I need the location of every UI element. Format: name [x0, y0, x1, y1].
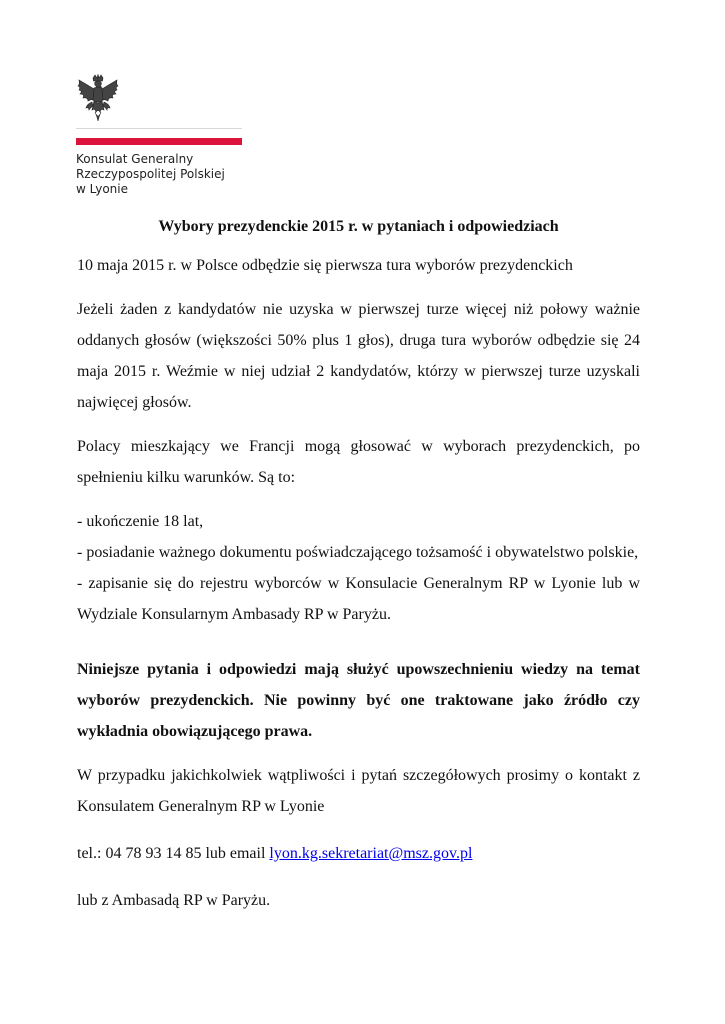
- org-line-2: Rzeczypospolitej Polskiej: [76, 167, 225, 181]
- header-red-bar: [76, 138, 242, 145]
- contact-paragraph: W przypadku jakichkolwiek wątpliwości i pytań szczegółowych prosimy o kontakt z Konsulatem Generalnym RP w Lyonie: [77, 767, 640, 815]
- list-item: - zapisanie się do rejestru wyborców w Konsulacie Generalnym RP w Lyonie lub w Wydziale Konsularnym Ambasady RP w Paryżu.: [77, 575, 640, 623]
- org-line-3: w Lyonie: [76, 182, 128, 196]
- list-item: - posiadanie ważnego dokumentu poświadczającego tożsamość i obywatelstwo polskie,: [77, 544, 639, 561]
- conditions-intro-paragraph: Polacy mieszkający we Francji mogą głosować w wyborach prezydenckich, po spełnieniu kilku warunków. Są to:: [77, 438, 640, 486]
- list-item: - ukończenie 18 lat,: [77, 513, 204, 530]
- closing-line: lub z Ambasadą RP w Paryżu.: [77, 892, 271, 909]
- document-body: [77, 214, 640, 916]
- consulate-name: [76, 152, 225, 197]
- email-link[interactable]: lyon.kg.sekretariat@msz.gov.pl: [269, 845, 473, 862]
- disclaimer-paragraph: Niniejsze pytania i odpowiedzi mają służyć upowszechnieniu wiedzy na temat wyborów prezydenckich. Nie powinny być one traktowane jako źródło czy wykładnia obowiązującego prawa.: [77, 661, 640, 740]
- polish-eagle-icon: [76, 74, 120, 122]
- conditions-list: [77, 506, 640, 630]
- header-divider: [76, 128, 242, 129]
- org-line-1: Konsulat Generalny: [76, 152, 194, 166]
- second-round-paragraph: Jeżeli żaden z kandydatów nie uzyska w pierwszej turze więcej niż połowy ważnie oddanych głosów (większości 50% plus 1 głos), druga tura wyborów odbędzie się 24 maja 2015 r. Weźmie w niej udział 2 kandydatów, którzy w pierwszej turze uzyskali najwięcej głosów.: [77, 301, 640, 411]
- contact-line: [77, 838, 640, 869]
- intro-paragraph: 10 maja 2015 r. w Polsce odbędzie się pierwsza tura wyborów prezydenckich: [77, 257, 573, 274]
- contact-phone: tel.: 04 78 93 14 85 lub email: [77, 845, 270, 862]
- document-title: Wybory prezydenckie 2015 r. w pytaniach i odpowiedziach: [158, 218, 559, 235]
